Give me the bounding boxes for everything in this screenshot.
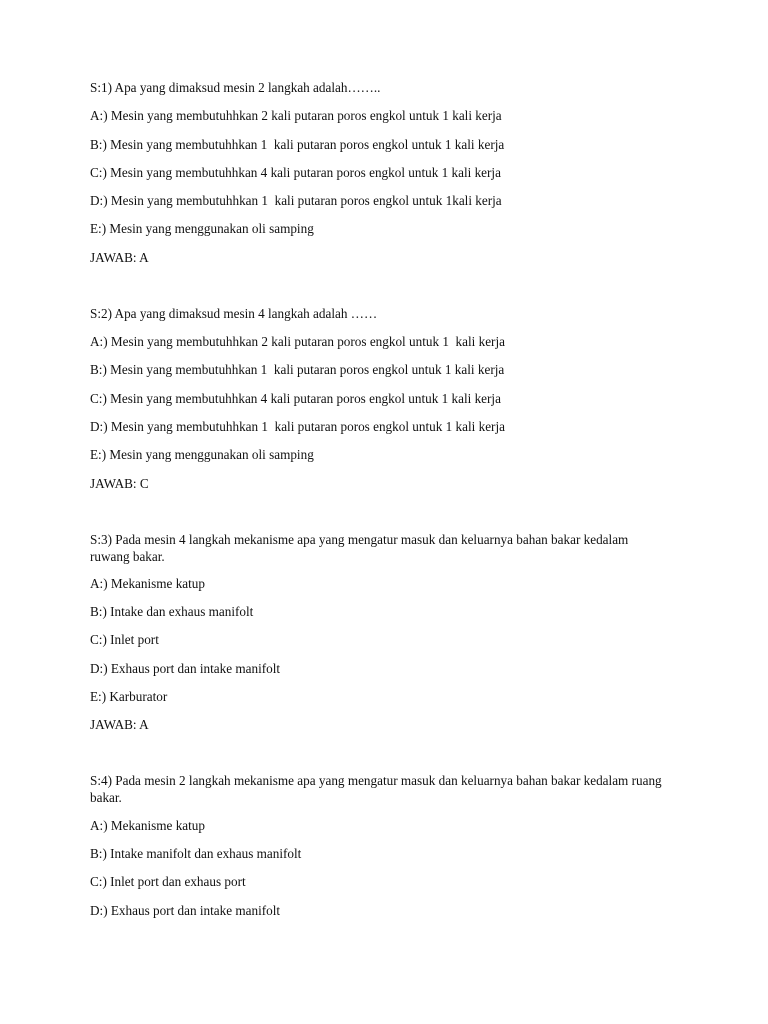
option-c: C:) Inlet port [90, 632, 159, 648]
option-e: E:) Karburator [90, 689, 168, 705]
question-stem: S:1) Apa yang dimaksud mesin 2 langkah adalah…….. [90, 80, 381, 95]
option-b: B:) Mesin yang membutuhhkan 1 kali putaran poros engkol untuk 1 kali kerja [90, 136, 505, 152]
option-e: E:) Mesin yang menggunakan oli samping [90, 221, 314, 237]
question-block-4 [90, 772, 670, 919]
question-stem: S:4) Pada mesin 2 langkah mekanisme apa yang mengatur masuk dan keluarnya bahan bakar kedalam ruang bakar. [90, 773, 665, 806]
option-d: D:) Exhaus port dan intake manifolt [90, 902, 281, 918]
option-d: D:) Mesin yang membutuhhkan 1 kali putaran poros engkol untuk 1 kali kerja [90, 418, 505, 434]
option-a: A:) Mekanisme katup [90, 575, 205, 591]
option-a: A:) Mesin yang membutuhhkan 2 kali putaran poros engkol untuk 1 kali kerja [90, 108, 502, 124]
option-a: A:) Mekanisme katup [90, 817, 205, 833]
answer-line: JAWAB: C [90, 475, 149, 491]
answer-line: JAWAB: A [90, 249, 149, 265]
quiz-content [90, 79, 670, 930]
option-b: B:) Mesin yang membutuhhkan 1 kali putaran poros engkol untuk 1 kali kerja [90, 362, 505, 378]
answer-line: JAWAB: A [90, 717, 149, 733]
option-d: D:) Exhaus port dan intake manifolt [90, 660, 281, 676]
option-d: D:) Mesin yang membutuhhkan 1 kali putaran poros engkol untuk 1kali kerja [90, 193, 502, 209]
option-c: C:) Mesin yang membutuhhkan 4 kali putaran poros engkol untuk 1 kali kerja [90, 390, 501, 406]
option-b: B:) Intake dan exhaus manifolt [90, 604, 254, 620]
option-b: B:) Intake manifolt dan exhaus manifolt [90, 845, 302, 861]
option-e: E:) Mesin yang menggunakan oli samping [90, 447, 314, 463]
question-block-3 [90, 531, 670, 735]
option-c: C:) Inlet port dan exhaus port [90, 874, 246, 890]
option-c: C:) Mesin yang membutuhhkan 4 kali putaran poros engkol untuk 1 kali kerja [90, 164, 501, 180]
option-a: A:) Mesin yang membutuhhkan 2 kali putaran poros engkol untuk 1 kali kerja [90, 334, 505, 350]
question-stem: S:2) Apa yang dimaksud mesin 4 langkah adalah …… [90, 305, 378, 321]
question-block-2 [90, 305, 670, 493]
question-block-1 [90, 79, 670, 267]
question-stem: S:3) Pada mesin 4 langkah mekanisme apa yang mengatur masuk dan keluarnya bahan bakar kedalam ruwang bakar. [90, 531, 632, 564]
